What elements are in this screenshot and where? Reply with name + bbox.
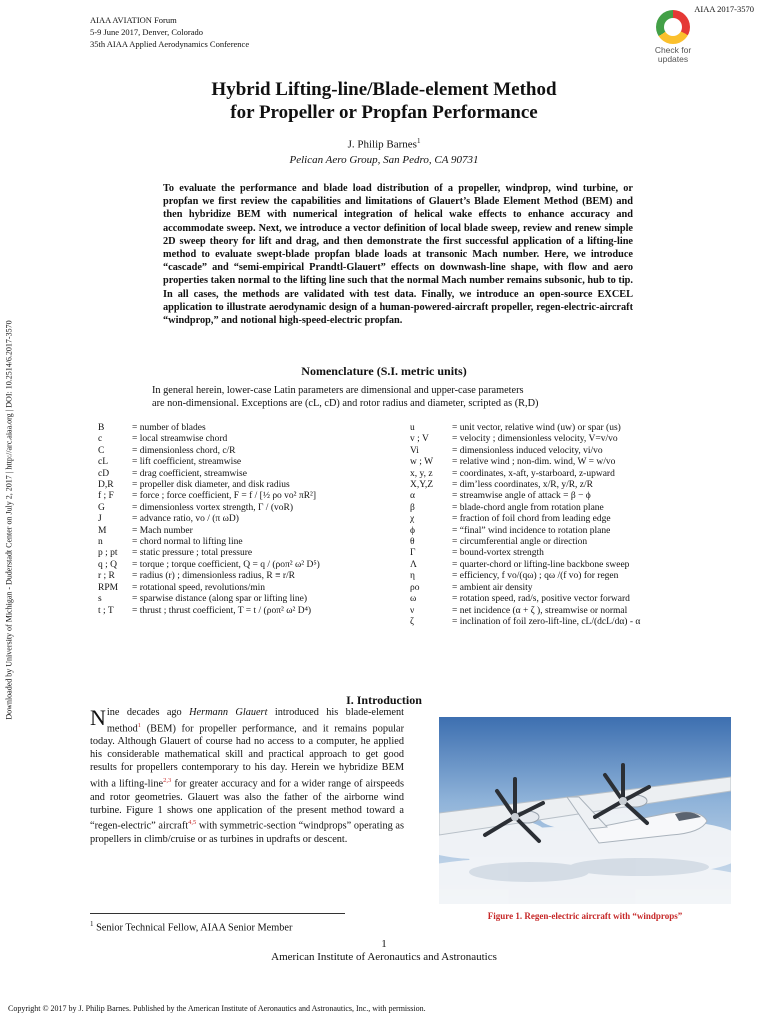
- nomenclature-symbol: Vi: [410, 445, 419, 456]
- nomenclature-definition: = unit vector, relative wind (uw) or spar (us): [452, 423, 621, 433]
- nomenclature-symbol: G: [98, 502, 105, 513]
- badge-label: [640, 46, 706, 64]
- nomenclature-entry: [98, 446, 388, 457]
- nomenclature-definition: = “final” wind incidence to rotation plane: [452, 525, 611, 536]
- page-number: 1: [381, 938, 387, 950]
- nomenclature-symbol: cD: [98, 468, 110, 479]
- nomenclature-entry: [410, 503, 740, 514]
- conference-line: AIAA AVIATION Forum: [90, 15, 177, 25]
- nomenclature-entry: [98, 503, 388, 514]
- nomenclature-definition: = bound-vortex strength: [452, 548, 544, 559]
- nomenclature-definition: = Mach number: [132, 525, 193, 536]
- nomenclature-definition: = propeller disk diameter, and disk radius: [132, 480, 290, 491]
- footnote-text: Senior Technical Fellow, AIAA Senior Member: [93, 922, 293, 934]
- nomenclature-entry: [98, 491, 388, 502]
- abstract: To evaluate the performance and blade load distribution of a propeller, windprop, wind turbine, or propfan we first review the capabilities and limitations of Glauert’s Blade Element Method (BEM) and then hybridize BEM with numerical integration of helical wake effects to enhance accuracy and accommodate sweep. Next, we introduce a vector definition of local blade sweep, review and renew simple 2D sweep theory for lift and drag, and then demonstrate the first successful application of a lifting-line method to evaluate swept-blade propfan blade loads at transonic Mach number. Here, we introduce “cascade” and “semi-empirical Prandtl-Glauert” effects on downwash-line shape, with flow and aero properties taken normal to the lifting line such that the normal Mach number remains subsonic, hub to tip. In all cases, the methods are validated with test data. Finally, we introduce an open-source EXCEL application to illustrate aerodynamic design of a human-powered-aircraft propeller, regen-electric-aircraft “windprop,” and notional high-speed-electric propfan.: [163, 183, 633, 327]
- nomenclature-entry: [98, 457, 388, 468]
- nomenclature-intro-line: In general herein, lower-case Latin parameters are dimensional and upper-case parameters: [152, 385, 524, 396]
- nomenclature-definition: = circumferential angle or direction: [452, 537, 588, 548]
- nomenclature-symbol: x, y, z: [410, 468, 433, 479]
- update-icon: [656, 10, 690, 44]
- badge-line: Check for: [654, 45, 692, 55]
- nomenclature-definition: = advance ratio, vo / (π ωD): [132, 514, 239, 525]
- nomenclature-heading: Nomenclature (S.I. metric units): [301, 364, 467, 378]
- nomenclature-symbol: η: [410, 571, 415, 582]
- nomenclature-symbol: r ; R: [98, 571, 115, 582]
- nomenclature-entry: [98, 480, 388, 491]
- copyright-notice: Copyright © 2017 by J. Philip Barnes. Published by the American Institute of Aeronautics and Astronautics, Inc., with permission.: [8, 1004, 426, 1013]
- introduction-paragraph: [90, 707, 404, 847]
- nomenclature-symbol: cL: [98, 457, 109, 468]
- nomenclature-definition: = radius (r) ; dimensionless radius, R ≡ r/R: [132, 571, 295, 582]
- nomenclature-definition: = net incidence (α + ζ ), streamwise or normal: [452, 605, 628, 616]
- nomenclature-entry: [410, 469, 740, 480]
- aircraft-illustration: [439, 717, 731, 904]
- footnote: [90, 920, 292, 933]
- nomenclature-entry: [98, 526, 388, 537]
- nomenclature-entry: [98, 548, 388, 559]
- conference-line: 35th AIAA Applied Aerodynamics Conference: [90, 39, 250, 49]
- nomenclature-symbol: D,R: [98, 480, 114, 491]
- nomenclature-definition: = quarter-chord or lifting-line backbone sweep: [452, 559, 630, 570]
- nomenclature-entry: [98, 537, 388, 548]
- nomenclature-entry: [410, 457, 740, 468]
- nomenclature-symbol: X,Y,Z: [410, 480, 434, 491]
- nomenclature-entry: [98, 583, 388, 594]
- nomenclature-entry: [410, 548, 740, 559]
- nomenclature-definition: = drag coefficient, streamwise: [132, 468, 247, 479]
- intro-text: (BEM) for propeller performance, and it remains popular today. Although Glauert of course had no access to a computer, he applied his considerable mathematical skill and practical approach to get good results for propellers contemporary to his day. Herein we hybridize BEM with a lifting-line: [90, 723, 404, 790]
- nomenclature-symbol: θ: [410, 537, 415, 548]
- nomenclature-left-column: [98, 423, 388, 617]
- nomenclature-symbol: J: [98, 514, 102, 525]
- nomenclature-entry: [410, 491, 740, 502]
- nomenclature-entry: [410, 606, 740, 617]
- nomenclature-definition: = streamwise angle of attack = β − ϕ: [452, 491, 591, 502]
- nomenclature-definition: = rotational speed, revolutions/min: [132, 582, 266, 593]
- nomenclature-definition: = dim’less coordinates, x/R, y/R, z/R: [452, 480, 593, 491]
- nomenclature-entry: [98, 560, 388, 571]
- nomenclature-definition: = local streamwise chord: [132, 434, 228, 445]
- nomenclature-definition: = blade-chord angle from rotation plane: [452, 502, 604, 513]
- conference-info: [90, 14, 249, 50]
- nomenclature-entry: [98, 423, 388, 434]
- nomenclature-intro: [152, 384, 632, 410]
- nomenclature-entry: [98, 571, 388, 582]
- badge-line: updates: [657, 54, 689, 64]
- nomenclature-symbol: v ; V: [410, 434, 429, 445]
- nomenclature-definition: = coordinates, x-aft, y-starboard, z-upward: [452, 468, 615, 479]
- download-notice: Downloaded by University of Michigan - Duderstadt Center on July 2, 2017 | http://arc.aiaa.org | DOI: 10.2514/6.2017-3570: [4, 320, 14, 720]
- nomenclature-symbol: ω: [410, 594, 417, 605]
- nomenclature-definition: = torque ; torque coefficient, Q = q / (ρoπ² ω² D⁵): [132, 559, 320, 570]
- nomenclature-definition: = sparwise distance (along spar or lifting line): [132, 594, 307, 605]
- intro-text: with symmetric-section “windprops” operating as propellers in climb/cruise or as turbines in updrafts or descent.: [90, 820, 404, 845]
- nomenclature-symbol: α: [410, 491, 415, 502]
- nomenclature-symbol: q ; Q: [98, 559, 117, 570]
- nomenclature-entry: [410, 480, 740, 491]
- footnote-mark: 1: [90, 920, 94, 928]
- nomenclature-entry: [410, 560, 740, 571]
- author-name: J. Philip Barnes: [347, 138, 417, 151]
- nomenclature-symbol: B: [98, 423, 105, 433]
- nomenclature-symbol: M: [98, 525, 107, 536]
- affiliation: Pelican Aero Group, San Pedro, CA 90731: [289, 154, 479, 166]
- nomenclature-entry: [410, 434, 740, 445]
- nomenclature-definition: = fraction of foil chord from leading edge: [452, 514, 611, 525]
- nomenclature-entry: [410, 446, 740, 457]
- nomenclature-definition: = efficiency, f vo/(qω) ; qω /(f vo) for regen: [452, 571, 619, 582]
- nomenclature-entry: [410, 583, 740, 594]
- nomenclature-definition: = dimensionless chord, c/R: [132, 445, 236, 456]
- nomenclature-symbol: ν: [410, 605, 415, 616]
- conference-line: 5-9 June 2017, Denver, Colorado: [90, 27, 203, 37]
- nomenclature-definition: = thrust ; thrust coefficient, T = t / (ρoπ² ω² D⁴): [132, 605, 312, 616]
- nomenclature-symbol: ϕ: [410, 525, 416, 536]
- nomenclature-entry: [98, 606, 388, 617]
- title-line: for Propeller or Propfan Performance: [230, 102, 538, 123]
- section-heading-introduction: I. Introduction: [346, 693, 422, 707]
- reference-link[interactable]: 4,5: [188, 819, 197, 827]
- nomenclature-symbol: c: [98, 434, 103, 445]
- nomenclature-entry: [410, 537, 740, 548]
- nomenclature-symbol: Λ: [410, 559, 417, 570]
- nomenclature-entry: [410, 423, 740, 434]
- nomenclature-definition: = inclination of foil zero-lift-line, cL/(dcL/dα) - α: [452, 616, 641, 627]
- publisher-footer: American Institute of Aeronautics and Astronautics: [271, 951, 497, 963]
- reference-link[interactable]: 1: [137, 721, 142, 729]
- nomenclature-symbol: RPM: [98, 582, 119, 593]
- nomenclature-symbol: u: [410, 423, 415, 433]
- figure-caption: Figure 1. Regen-electric aircraft with “windprops”: [487, 911, 683, 921]
- nomenclature-definition: = velocity ; dimensionless velocity, V=v/vo: [452, 434, 618, 445]
- nomenclature-symbol: w ; W: [410, 457, 434, 468]
- nomenclature-entry: [98, 514, 388, 525]
- nomenclature-definition: = ambient air density: [452, 582, 533, 593]
- nomenclature-symbol: n: [98, 537, 103, 548]
- reference-link[interactable]: 2,3: [163, 777, 172, 785]
- nomenclature-definition: = rotation speed, rad/s, positive vector forward: [452, 594, 630, 605]
- nomenclature-entry: [98, 434, 388, 445]
- title-line: Hybrid Lifting-line/Blade-element Method: [211, 79, 557, 100]
- footnote-divider: [90, 913, 345, 914]
- nomenclature-definition: = force ; force coefficient, F = f / [½ ρo vo² πR²]: [132, 491, 317, 502]
- nomenclature-entry: [410, 617, 740, 628]
- nomenclature-symbol: Γ: [410, 548, 416, 559]
- nomenclature-entry: [410, 514, 740, 525]
- drop-cap: N: [90, 705, 106, 730]
- paper-id: AIAA 2017-3570: [694, 4, 754, 14]
- intro-text: ine decades ago: [106, 707, 190, 718]
- nomenclature-entry: [98, 469, 388, 480]
- nomenclature-definition: = static pressure ; total pressure: [132, 548, 253, 559]
- figure-aircraft-image: [439, 717, 731, 904]
- nomenclature-symbol: f ; F: [98, 491, 114, 502]
- nomenclature-definition: = dimensionless vortex strength, Γ / (voR): [132, 502, 293, 513]
- nomenclature-intro-line: are non-dimensional. Exceptions are (cL, cD) and rotor radius and diameter, scripted as (R,D): [152, 398, 539, 409]
- author-footnote-mark: 1: [416, 137, 421, 145]
- nomenclature-symbol: C: [98, 445, 105, 456]
- nomenclature-symbol: s: [98, 594, 102, 605]
- nomenclature-definition: = number of blades: [132, 423, 206, 433]
- nomenclature-entry: [98, 594, 388, 605]
- nomenclature-symbol: χ: [410, 514, 415, 525]
- paper-title: [0, 78, 768, 124]
- nomenclature-definition: = dimensionless induced velocity, vi/vo: [452, 445, 603, 456]
- nomenclature-symbol: ρo: [410, 582, 420, 593]
- intro-text: for greater accuracy and for a wider range of airspeeds and rotor geometries. Glauert was also the father of the airborne wind turbine. Figure 1 shows one application of the present method toward a “regen-electric” aircraft: [90, 778, 404, 832]
- nomenclature-entry: [410, 594, 740, 605]
- intro-emphasis: Hermann Glauert: [189, 707, 268, 718]
- check-for-updates-badge[interactable]: [640, 8, 706, 72]
- nomenclature-right-column: [410, 423, 740, 628]
- nomenclature-entry: [410, 571, 740, 582]
- nomenclature-symbol: ζ: [410, 616, 414, 627]
- author: [0, 137, 768, 151]
- nomenclature-definition: = chord normal to lifting line: [132, 537, 243, 548]
- nomenclature-symbol: β: [410, 502, 415, 513]
- intro-text: introduced his blade-element method: [106, 707, 404, 735]
- nomenclature-definition: = relative wind ; non-dim. wind, W = w/vo: [452, 457, 616, 468]
- nomenclature-symbol: p ; pt: [98, 548, 118, 559]
- nomenclature-entry: [410, 526, 740, 537]
- nomenclature-definition: = lift coefficient, streamwise: [132, 457, 242, 468]
- nomenclature-symbol: t ; T: [98, 605, 114, 616]
